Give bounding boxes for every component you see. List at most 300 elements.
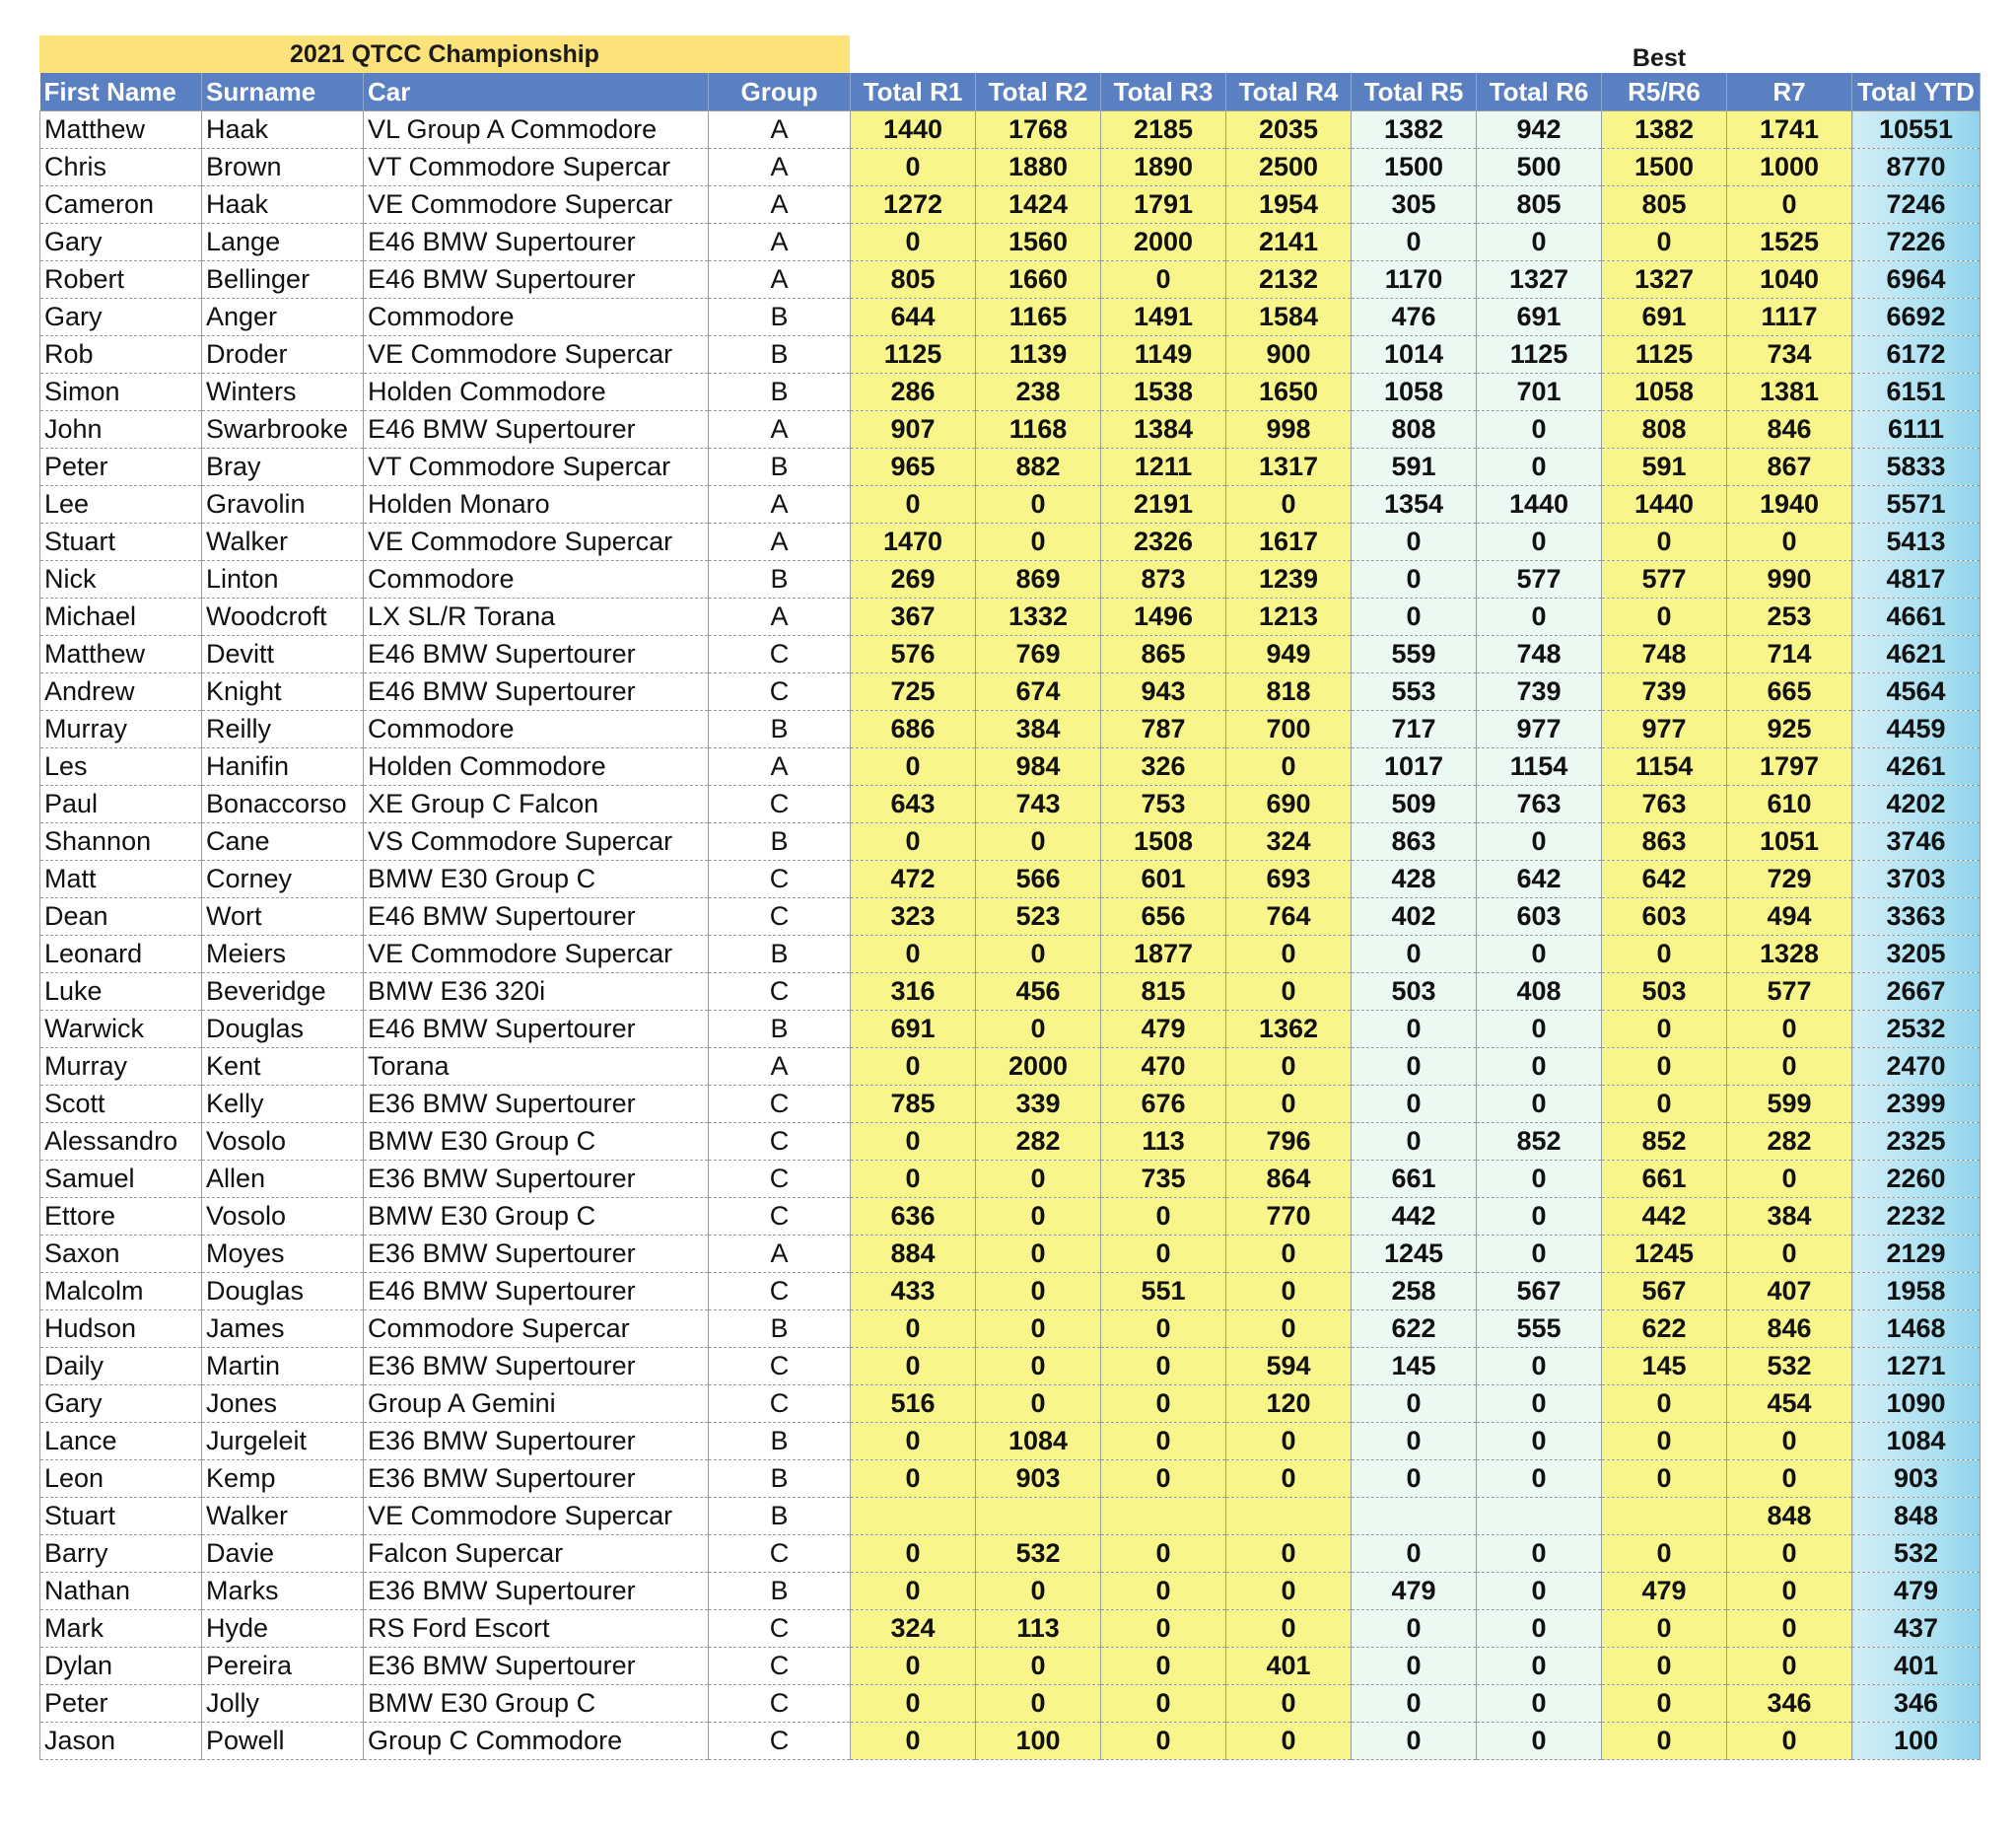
car-cell: VE Commodore Supercar	[364, 186, 709, 224]
total-r2-cell: 100	[976, 1723, 1101, 1760]
total-r5-cell: 0	[1352, 1086, 1477, 1123]
car-cell: Holden Commodore	[364, 748, 709, 786]
car-cell: E46 BMW Supertourer	[364, 411, 709, 449]
first-name-cell: Dean	[40, 898, 202, 936]
total-r5-cell: 503	[1352, 973, 1477, 1011]
group-cell: B	[709, 1011, 851, 1048]
total-r3-cell: 326	[1101, 748, 1226, 786]
first-name-cell: Alessandro	[40, 1123, 202, 1161]
table-row	[40, 1460, 1981, 1498]
table-row	[40, 1048, 1981, 1086]
surname-cell: Powell	[202, 1723, 364, 1760]
total-r3-cell: 0	[1101, 1310, 1226, 1348]
total-r5-cell: 553	[1352, 673, 1477, 711]
total-ytd-cell: 4621	[1852, 636, 1981, 673]
r5-r6-cell: 591	[1602, 449, 1727, 486]
surname-cell: Kemp	[202, 1460, 364, 1498]
total-r1-cell: 0	[851, 1048, 976, 1086]
total-r1-cell: 0	[851, 1723, 976, 1760]
total-r1-cell: 0	[851, 1573, 976, 1610]
car-cell: E36 BMW Supertourer	[364, 1573, 709, 1610]
total-r2-cell: 869	[976, 561, 1101, 599]
total-r2-cell: 0	[976, 486, 1101, 524]
total-ytd-cell: 2532	[1852, 1011, 1981, 1048]
total-r2-cell: 0	[976, 1348, 1101, 1385]
total-r3-cell: 676	[1101, 1086, 1226, 1123]
total-r1-cell: 576	[851, 636, 976, 673]
total-ytd-cell: 4459	[1852, 711, 1981, 748]
total-r4-cell: 2141	[1226, 224, 1352, 261]
surname-cell: Vosolo	[202, 1198, 364, 1236]
group-cell: A	[709, 1048, 851, 1086]
total-r2-cell: 0	[976, 1385, 1101, 1423]
table-row	[40, 1310, 1981, 1348]
car-cell: Group A Gemini	[364, 1385, 709, 1423]
sheet-title: 2021 QTCC Championship	[39, 35, 850, 73]
r7-cell: 734	[1727, 336, 1852, 374]
total-r2-header: Total R2	[976, 73, 1101, 111]
total-r5-cell: 0	[1352, 936, 1477, 973]
r5-r6-cell: 0	[1602, 1610, 1727, 1648]
total-r6-cell: 555	[1477, 1310, 1602, 1348]
total-r1-cell: 0	[851, 1535, 976, 1573]
table-row	[40, 111, 1981, 149]
r5-r6-cell: 442	[1602, 1198, 1727, 1236]
car-cell: E36 BMW Supertourer	[364, 1161, 709, 1198]
group-cell: C	[709, 1648, 851, 1685]
table-row	[40, 1685, 1981, 1723]
total-ytd-cell: 10551	[1852, 111, 1981, 149]
total-r3-cell: 753	[1101, 786, 1226, 823]
total-r2-cell: 1768	[976, 111, 1101, 149]
first-name-cell: Michael	[40, 599, 202, 636]
table-row	[40, 673, 1981, 711]
total-ytd-cell: 100	[1852, 1723, 1981, 1760]
total-r6-cell: 701	[1477, 374, 1602, 411]
car-header: Car	[364, 73, 709, 111]
total-ytd-cell: 1090	[1852, 1385, 1981, 1423]
total-r5-cell: 0	[1352, 1610, 1477, 1648]
total-r2-cell: 1424	[976, 186, 1101, 224]
r5-r6-cell: 852	[1602, 1123, 1727, 1161]
total-r6-cell: 0	[1477, 1236, 1602, 1273]
total-r6-header: Total R6	[1477, 73, 1602, 111]
total-r1-cell: 1125	[851, 336, 976, 374]
total-r1-cell: 1272	[851, 186, 976, 224]
surname-cell: Meiers	[202, 936, 364, 973]
total-r6-cell: 0	[1477, 1723, 1602, 1760]
total-ytd-cell: 3703	[1852, 861, 1981, 898]
total-r4-cell: 1239	[1226, 561, 1352, 599]
group-cell: C	[709, 1123, 851, 1161]
group-cell: C	[709, 1198, 851, 1236]
total-r5-cell: 0	[1352, 1460, 1477, 1498]
total-r5-cell: 559	[1352, 636, 1477, 673]
total-r2-cell: 523	[976, 898, 1101, 936]
total-r6-cell: 942	[1477, 111, 1602, 149]
r7-cell: 0	[1727, 1011, 1852, 1048]
total-r3-cell: 815	[1101, 973, 1226, 1011]
r5-r6-cell: 0	[1602, 524, 1727, 561]
total-r1-cell: 644	[851, 299, 976, 336]
surname-cell: Lange	[202, 224, 364, 261]
first-name-cell: Nick	[40, 561, 202, 599]
r7-cell: 846	[1727, 1310, 1852, 1348]
r5-r6-cell: 1382	[1602, 111, 1727, 149]
car-cell: VE Commodore Supercar	[364, 1498, 709, 1535]
total-r4-cell: 0	[1226, 1460, 1352, 1498]
first-name-cell: Samuel	[40, 1161, 202, 1198]
r7-cell: 384	[1727, 1198, 1852, 1236]
group-cell: A	[709, 486, 851, 524]
total-r3-cell: 0	[1101, 1198, 1226, 1236]
surname-cell: Walker	[202, 1498, 364, 1535]
first-name-cell: Murray	[40, 1048, 202, 1086]
surname-header: Surname	[202, 73, 364, 111]
total-r4-cell: 1584	[1226, 299, 1352, 336]
car-cell: Commodore	[364, 299, 709, 336]
total-r5-cell: 0	[1352, 1535, 1477, 1573]
total-r5-cell: 0	[1352, 599, 1477, 636]
total-r2-cell: 339	[976, 1086, 1101, 1123]
total-r2-cell: 0	[976, 1011, 1101, 1048]
car-cell: BMW E30 Group C	[364, 861, 709, 898]
total-r3-cell: 0	[1101, 1573, 1226, 1610]
surname-cell: Winters	[202, 374, 364, 411]
r5-r6-cell: 0	[1602, 1048, 1727, 1086]
r7-cell: 494	[1727, 898, 1852, 936]
group-cell: B	[709, 1310, 851, 1348]
total-r1-cell: 691	[851, 1011, 976, 1048]
total-r5-cell: 0	[1352, 1685, 1477, 1723]
total-r4-cell: 900	[1226, 336, 1352, 374]
group-cell: C	[709, 1273, 851, 1310]
total-r5-cell: 1500	[1352, 149, 1477, 186]
total-r4-cell: 1650	[1226, 374, 1352, 411]
surname-cell: Walker	[202, 524, 364, 561]
r7-cell: 0	[1727, 1423, 1852, 1460]
surname-cell: Jolly	[202, 1685, 364, 1723]
first-name-cell: Peter	[40, 1685, 202, 1723]
total-r1-cell: 0	[851, 936, 976, 973]
first-name-cell: Cameron	[40, 186, 202, 224]
surname-cell: Kelly	[202, 1086, 364, 1123]
total-r5-cell: 402	[1352, 898, 1477, 936]
total-r6-cell: 0	[1477, 1535, 1602, 1573]
total-r5-cell: 0	[1352, 1648, 1477, 1685]
total-r2-cell: 1332	[976, 599, 1101, 636]
car-cell: VS Commodore Supercar	[364, 823, 709, 861]
total-r1-cell: 324	[851, 1610, 976, 1648]
first-name-cell: Gary	[40, 1385, 202, 1423]
total-ytd-cell: 5413	[1852, 524, 1981, 561]
total-r2-cell: 1560	[976, 224, 1101, 261]
car-cell: E36 BMW Supertourer	[364, 1460, 709, 1498]
total-r6-cell: 739	[1477, 673, 1602, 711]
total-r1-cell: 286	[851, 374, 976, 411]
group-cell: B	[709, 1498, 851, 1535]
first-name-cell: Lee	[40, 486, 202, 524]
total-r6-cell: 763	[1477, 786, 1602, 823]
header-row	[40, 73, 1981, 111]
total-ytd-cell: 532	[1852, 1535, 1981, 1573]
total-r4-cell: 0	[1226, 1535, 1352, 1573]
title-row	[39, 35, 1980, 73]
r5-r6-cell: 808	[1602, 411, 1727, 449]
car-cell: E36 BMW Supertourer	[364, 1423, 709, 1460]
total-r3-cell: 865	[1101, 636, 1226, 673]
table-row	[40, 486, 1981, 524]
total-r4-header: Total R4	[1226, 73, 1352, 111]
surname-cell: Corney	[202, 861, 364, 898]
total-r2-cell: 532	[976, 1535, 1101, 1573]
total-r5-cell: 476	[1352, 299, 1477, 336]
car-cell: E36 BMW Supertourer	[364, 1236, 709, 1273]
total-r4-cell: 0	[1226, 1610, 1352, 1648]
r5-r6-cell: 0	[1602, 1460, 1727, 1498]
total-r4-cell: 0	[1226, 1086, 1352, 1123]
group-cell: C	[709, 1161, 851, 1198]
championship-sheet	[39, 35, 1980, 1760]
total-r4-cell: 0	[1226, 1310, 1352, 1348]
total-r4-cell: 770	[1226, 1198, 1352, 1236]
total-ytd-cell: 4564	[1852, 673, 1981, 711]
total-r3-cell: 113	[1101, 1123, 1226, 1161]
total-r5-header: Total R5	[1352, 73, 1477, 111]
total-r5-cell: 1170	[1352, 261, 1477, 299]
total-r2-cell: 882	[976, 449, 1101, 486]
table-row	[40, 1348, 1981, 1385]
total-r1-cell: 0	[851, 1123, 976, 1161]
total-r1-cell: 472	[851, 861, 976, 898]
first-name-cell: Murray	[40, 711, 202, 748]
r5-r6-cell: 0	[1602, 1086, 1727, 1123]
car-cell: LX SL/R Torana	[364, 599, 709, 636]
car-cell: VT Commodore Supercar	[364, 449, 709, 486]
table-row	[40, 711, 1981, 748]
total-r4-cell: 2035	[1226, 111, 1352, 149]
r7-cell: 990	[1727, 561, 1852, 599]
total-r1-cell: 0	[851, 1460, 976, 1498]
total-r3-cell: 873	[1101, 561, 1226, 599]
total-r6-cell	[1477, 1498, 1602, 1535]
total-r5-cell: 1058	[1352, 374, 1477, 411]
total-r1-cell: 965	[851, 449, 976, 486]
total-r5-cell: 258	[1352, 1273, 1477, 1310]
car-cell: VL Group A Commodore	[364, 111, 709, 149]
r7-cell: 0	[1727, 1460, 1852, 1498]
total-r5-cell: 0	[1352, 1423, 1477, 1460]
r7-cell: 0	[1727, 1236, 1852, 1273]
total-r4-cell: 0	[1226, 1236, 1352, 1273]
group-cell: C	[709, 673, 851, 711]
car-cell: E46 BMW Supertourer	[364, 673, 709, 711]
total-r5-cell: 0	[1352, 1011, 1477, 1048]
table-row	[40, 299, 1981, 336]
total-r6-cell: 0	[1477, 411, 1602, 449]
group-cell: B	[709, 336, 851, 374]
surname-cell: Droder	[202, 336, 364, 374]
total-r4-cell: 864	[1226, 1161, 1352, 1198]
group-cell: C	[709, 1685, 851, 1723]
total-r3-cell: 2326	[1101, 524, 1226, 561]
total-ytd-cell: 4261	[1852, 748, 1981, 786]
r7-cell: 1381	[1727, 374, 1852, 411]
total-r6-cell: 1154	[1477, 748, 1602, 786]
total-r3-cell: 2185	[1101, 111, 1226, 149]
total-ytd-cell: 6151	[1852, 374, 1981, 411]
r5-r6-cell: 567	[1602, 1273, 1727, 1310]
r5-r6-cell: 503	[1602, 973, 1727, 1011]
total-ytd-cell: 1958	[1852, 1273, 1981, 1310]
r5-r6-cell: 661	[1602, 1161, 1727, 1198]
group-cell: C	[709, 786, 851, 823]
table-row	[40, 748, 1981, 786]
r7-cell: 346	[1727, 1685, 1852, 1723]
total-r3-cell: 1890	[1101, 149, 1226, 186]
total-r2-cell: 769	[976, 636, 1101, 673]
total-r6-cell: 567	[1477, 1273, 1602, 1310]
total-r1-cell: 323	[851, 898, 976, 936]
total-ytd-cell: 1271	[1852, 1348, 1981, 1385]
table-row	[40, 411, 1981, 449]
total-ytd-cell: 6964	[1852, 261, 1981, 299]
first-name-cell: Matthew	[40, 111, 202, 149]
table-row	[40, 1535, 1981, 1573]
total-r4-cell: 764	[1226, 898, 1352, 936]
first-name-cell: Les	[40, 748, 202, 786]
total-r5-cell: 509	[1352, 786, 1477, 823]
total-r4-cell: 0	[1226, 1423, 1352, 1460]
r5-r6-cell: 0	[1602, 1385, 1727, 1423]
table-row	[40, 898, 1981, 936]
total-r1-cell: 907	[851, 411, 976, 449]
total-r6-cell: 408	[1477, 973, 1602, 1011]
r7-cell: 848	[1727, 1498, 1852, 1535]
surname-cell: Moyes	[202, 1236, 364, 1273]
first-name-cell: Jason	[40, 1723, 202, 1760]
total-r6-cell: 0	[1477, 1610, 1602, 1648]
car-cell: BMW E30 Group C	[364, 1198, 709, 1236]
table-row	[40, 1385, 1981, 1423]
total-r3-cell: 943	[1101, 673, 1226, 711]
group-cell: A	[709, 261, 851, 299]
r5-r6-cell: 0	[1602, 1011, 1727, 1048]
total-ytd-cell: 4817	[1852, 561, 1981, 599]
total-r1-cell: 433	[851, 1273, 976, 1310]
r7-header: R7	[1727, 73, 1852, 111]
car-cell: E36 BMW Supertourer	[364, 1086, 709, 1123]
group-cell: A	[709, 111, 851, 149]
surname-cell: Bonaccorso	[202, 786, 364, 823]
total-r5-cell: 0	[1352, 524, 1477, 561]
total-r1-cell: 0	[851, 1161, 976, 1198]
r5-r6-cell: 0	[1602, 599, 1727, 636]
first-name-cell: Simon	[40, 374, 202, 411]
total-r1-cell: 0	[851, 149, 976, 186]
group-cell: C	[709, 636, 851, 673]
table-row	[40, 261, 1981, 299]
first-name-cell: Matt	[40, 861, 202, 898]
total-r1-cell: 0	[851, 1423, 976, 1460]
total-r6-cell: 0	[1477, 1011, 1602, 1048]
total-ytd-cell: 2470	[1852, 1048, 1981, 1086]
total-r4-cell: 0	[1226, 1685, 1352, 1723]
total-r2-cell: 984	[976, 748, 1101, 786]
r5-r6-cell: 739	[1602, 673, 1727, 711]
total-r4-cell: 0	[1226, 1723, 1352, 1760]
first-name-cell: Scott	[40, 1086, 202, 1123]
r7-cell: 665	[1727, 673, 1852, 711]
r5-r6-cell: 0	[1602, 224, 1727, 261]
total-r1-cell: 269	[851, 561, 976, 599]
total-r1-cell: 805	[851, 261, 976, 299]
total-ytd-cell: 848	[1852, 1498, 1981, 1535]
surname-cell: Devitt	[202, 636, 364, 673]
r7-cell: 1525	[1727, 224, 1852, 261]
total-r3-cell: 1877	[1101, 936, 1226, 973]
total-r5-cell: 0	[1352, 1048, 1477, 1086]
r5-r6-cell: 622	[1602, 1310, 1727, 1348]
total-ytd-cell: 3205	[1852, 936, 1981, 973]
total-r3-cell: 0	[1101, 1236, 1226, 1273]
total-r4-cell: 949	[1226, 636, 1352, 673]
total-ytd-cell: 7226	[1852, 224, 1981, 261]
r7-cell: 1051	[1727, 823, 1852, 861]
r7-cell: 714	[1727, 636, 1852, 673]
surname-cell: Marks	[202, 1573, 364, 1610]
total-r5-cell: 661	[1352, 1161, 1477, 1198]
total-r6-cell: 0	[1477, 1385, 1602, 1423]
r7-cell: 577	[1727, 973, 1852, 1011]
total-ytd-cell: 4202	[1852, 786, 1981, 823]
total-r6-cell: 0	[1477, 524, 1602, 561]
total-ytd-cell: 2325	[1852, 1123, 1981, 1161]
total-r4-cell: 0	[1226, 1273, 1352, 1310]
total-r2-cell: 1084	[976, 1423, 1101, 1460]
group-cell: C	[709, 1385, 851, 1423]
table-row	[40, 936, 1981, 973]
total-r4-cell: 120	[1226, 1385, 1352, 1423]
total-ytd-cell: 903	[1852, 1460, 1981, 1498]
total-ytd-cell: 7246	[1852, 186, 1981, 224]
r7-cell: 0	[1727, 1048, 1852, 1086]
car-cell: Torana	[364, 1048, 709, 1086]
total-r3-cell: 479	[1101, 1011, 1226, 1048]
surname-cell: Wort	[202, 898, 364, 936]
total-r3-cell: 0	[1101, 1460, 1226, 1498]
total-r3-cell	[1101, 1498, 1226, 1535]
first-name-cell: Shannon	[40, 823, 202, 861]
table-row	[40, 336, 1981, 374]
r5-r6-cell: 642	[1602, 861, 1727, 898]
table-row	[40, 1086, 1981, 1123]
group-cell: B	[709, 299, 851, 336]
total-r1-cell: 686	[851, 711, 976, 748]
car-cell: VT Commodore Supercar	[364, 149, 709, 186]
total-r6-cell: 691	[1477, 299, 1602, 336]
r7-cell: 454	[1727, 1385, 1852, 1423]
total-ytd-cell: 1084	[1852, 1423, 1981, 1460]
total-r6-cell: 642	[1477, 861, 1602, 898]
table-row	[40, 823, 1981, 861]
total-r3-cell: 1538	[1101, 374, 1226, 411]
total-r5-cell: 1017	[1352, 748, 1477, 786]
total-r3-cell: 735	[1101, 1161, 1226, 1198]
r5-r6-cell: 691	[1602, 299, 1727, 336]
total-r2-cell: 1880	[976, 149, 1101, 186]
r7-cell: 0	[1727, 1723, 1852, 1760]
